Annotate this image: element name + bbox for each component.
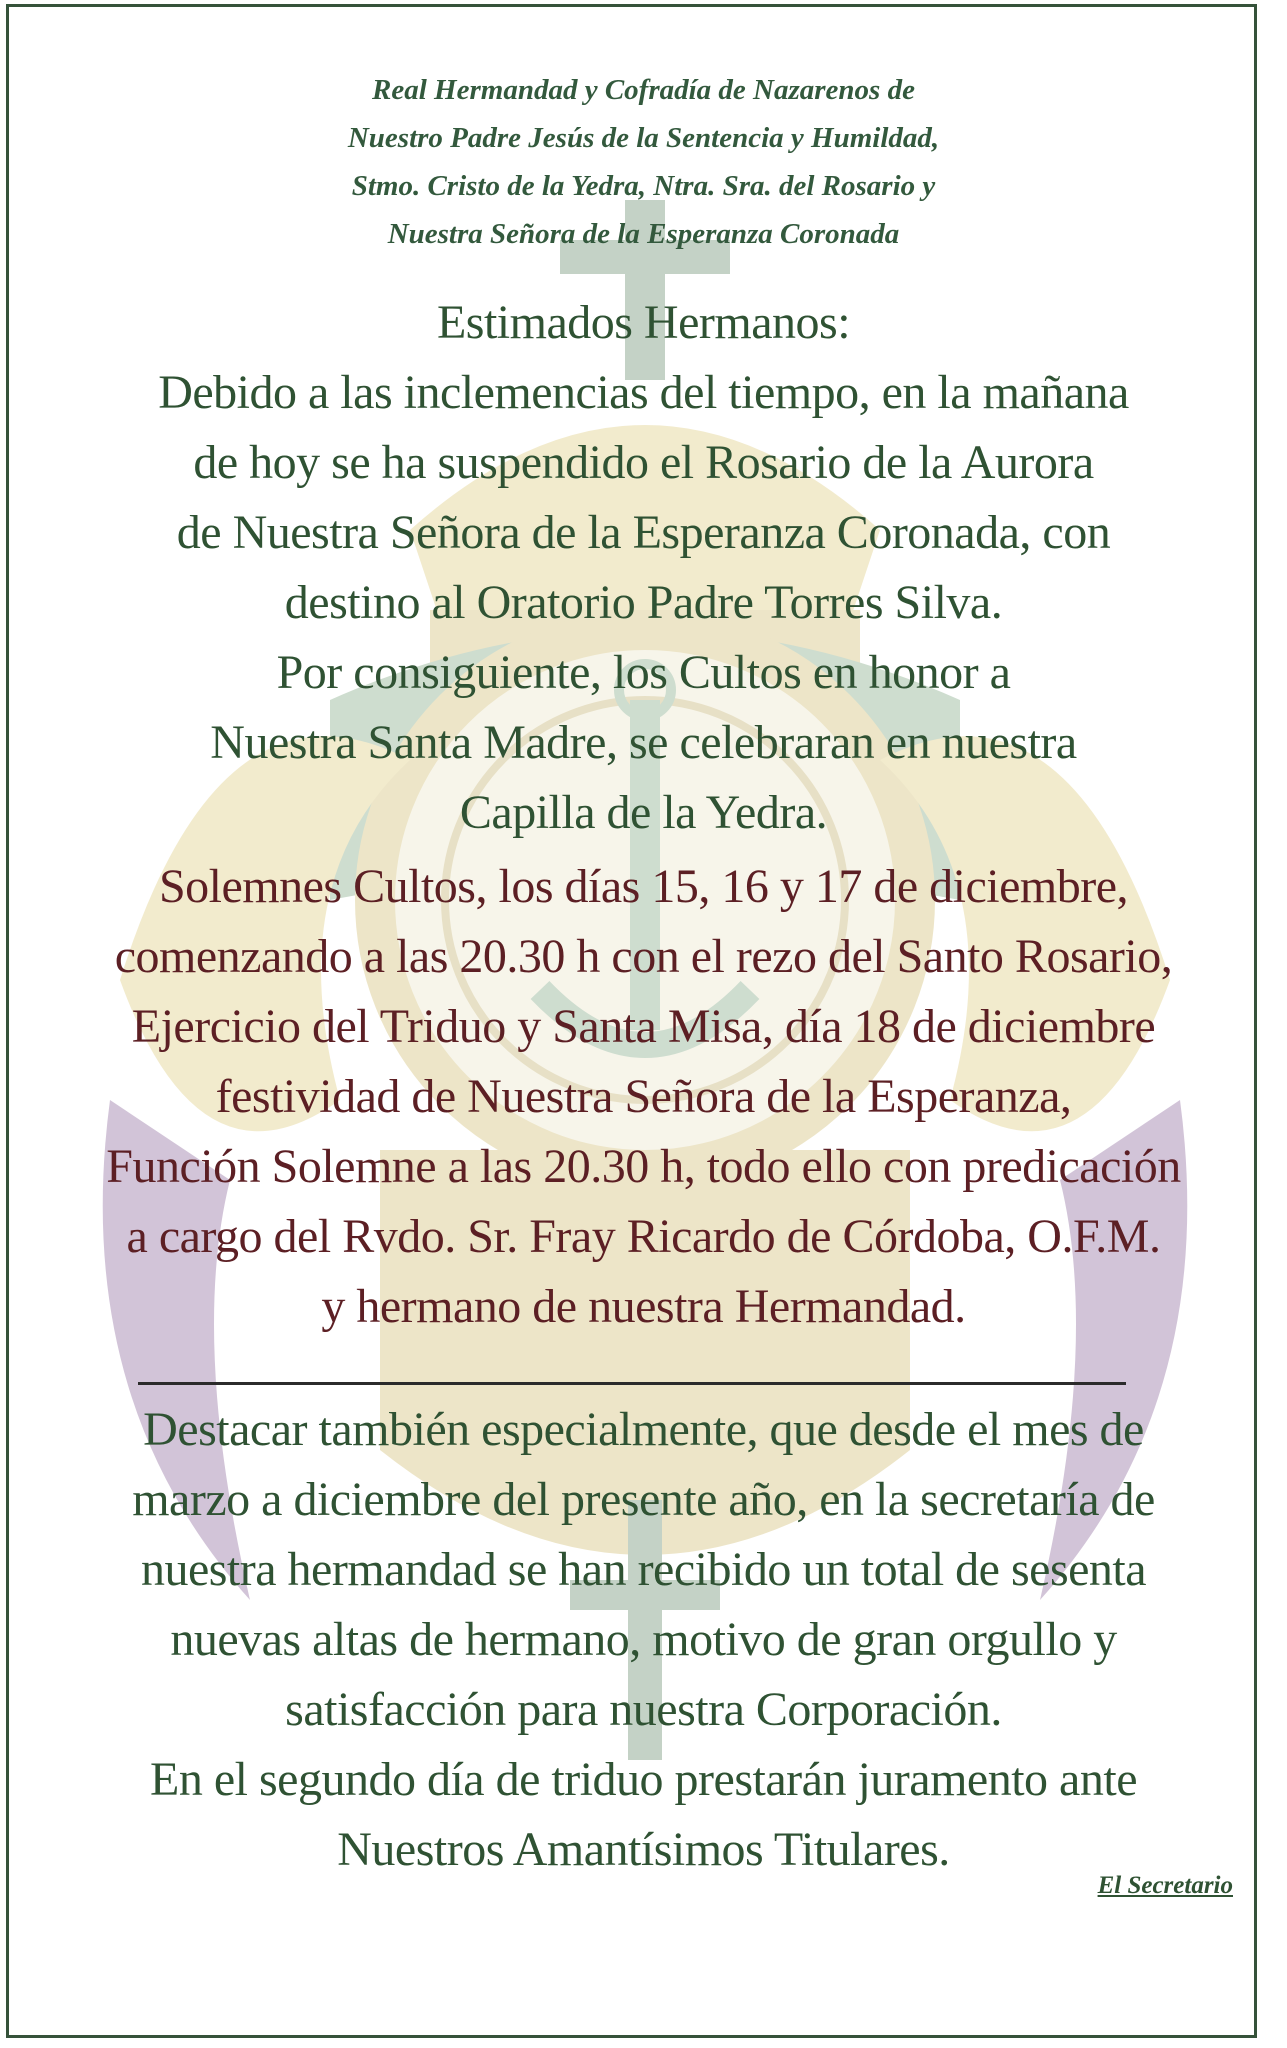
notice-line: Nuestra Santa Madre, se celebraran en nuestra [210, 716, 1077, 769]
notice-line: Capilla de la Yedra. [459, 786, 828, 839]
notice-line: destino al Oratorio Padre Torres Silva. [284, 576, 1003, 629]
cultos-line: Ejercicio del Triduo y Santa Misa, día 18 de diciembre [131, 1000, 1156, 1053]
signature: El Secretario [1097, 1872, 1233, 1899]
cultos-line: Función Solemne a las 20.30 h, todo ello con predicación [106, 1140, 1181, 1193]
notice-line: de hoy se ha suspendido el Rosario de la Aurora [193, 436, 1094, 489]
brotherhood-header [40, 66, 1247, 258]
cultos-line: Solemnes Cultos, los días 15, 16 y 17 de diciembre, [158, 860, 1129, 913]
header-line: Nuestro Padre Jesús de la Sentencia y Humildad, [347, 122, 940, 154]
cultos-schedule [40, 852, 1247, 1342]
header-line: Real Hermandad y Cofradía de Nazarenos de [372, 74, 915, 106]
announcement-line: Nuestros Amantísimos Titulares. [337, 1823, 950, 1876]
notice-line: Por consiguiente, los Cultos en honor a [276, 646, 1011, 699]
announcement-line: nuevas altas de hermano, motivo de gran orgullo y [170, 1613, 1117, 1666]
cultos-line: festividad de Nuestra Señora de la Esperanza, [215, 1070, 1072, 1123]
announcement-line: nuestra hermandad se han recibido un total de sesenta [140, 1543, 1147, 1596]
header-line: Nuestra Señora de la Esperanza Coronada [387, 218, 900, 250]
cultos-line: y hermano de nuestra Hermandad. [321, 1280, 966, 1333]
cultos-line: a cargo del Rvdo. Sr. Fray Ricardo de Córdoba, O.F.M. [126, 1210, 1161, 1263]
document-content [40, 0, 1247, 1885]
cultos-line: comenzando a las 20.30 h con el rezo del Santo Rosario, [114, 930, 1173, 983]
notice-line: Estimados Hermanos: [436, 296, 851, 349]
announcement-line: marzo a diciembre del presente año, en la secretaría de [132, 1473, 1155, 1526]
announcement-line: Destacar también especialmente, que desde el mes de [143, 1403, 1144, 1456]
notice-line: Debido a las inclemencias del tiempo, en la mañana [158, 366, 1129, 419]
header-line: Stmo. Cristo de la Yedra, Ntra. Sra. del Rosario y [351, 170, 936, 202]
new-members-announcement [40, 1395, 1247, 1885]
announcement-line: En el segundo día de triduo prestarán juramento ante [150, 1753, 1137, 1806]
notice-line: de Nuestra Señora de la Esperanza Coronada, con [176, 506, 1111, 559]
section-divider [138, 1382, 1126, 1385]
announcement-line: satisfacción para nuestra Corporación. [285, 1683, 1002, 1736]
suspension-notice [40, 288, 1247, 848]
